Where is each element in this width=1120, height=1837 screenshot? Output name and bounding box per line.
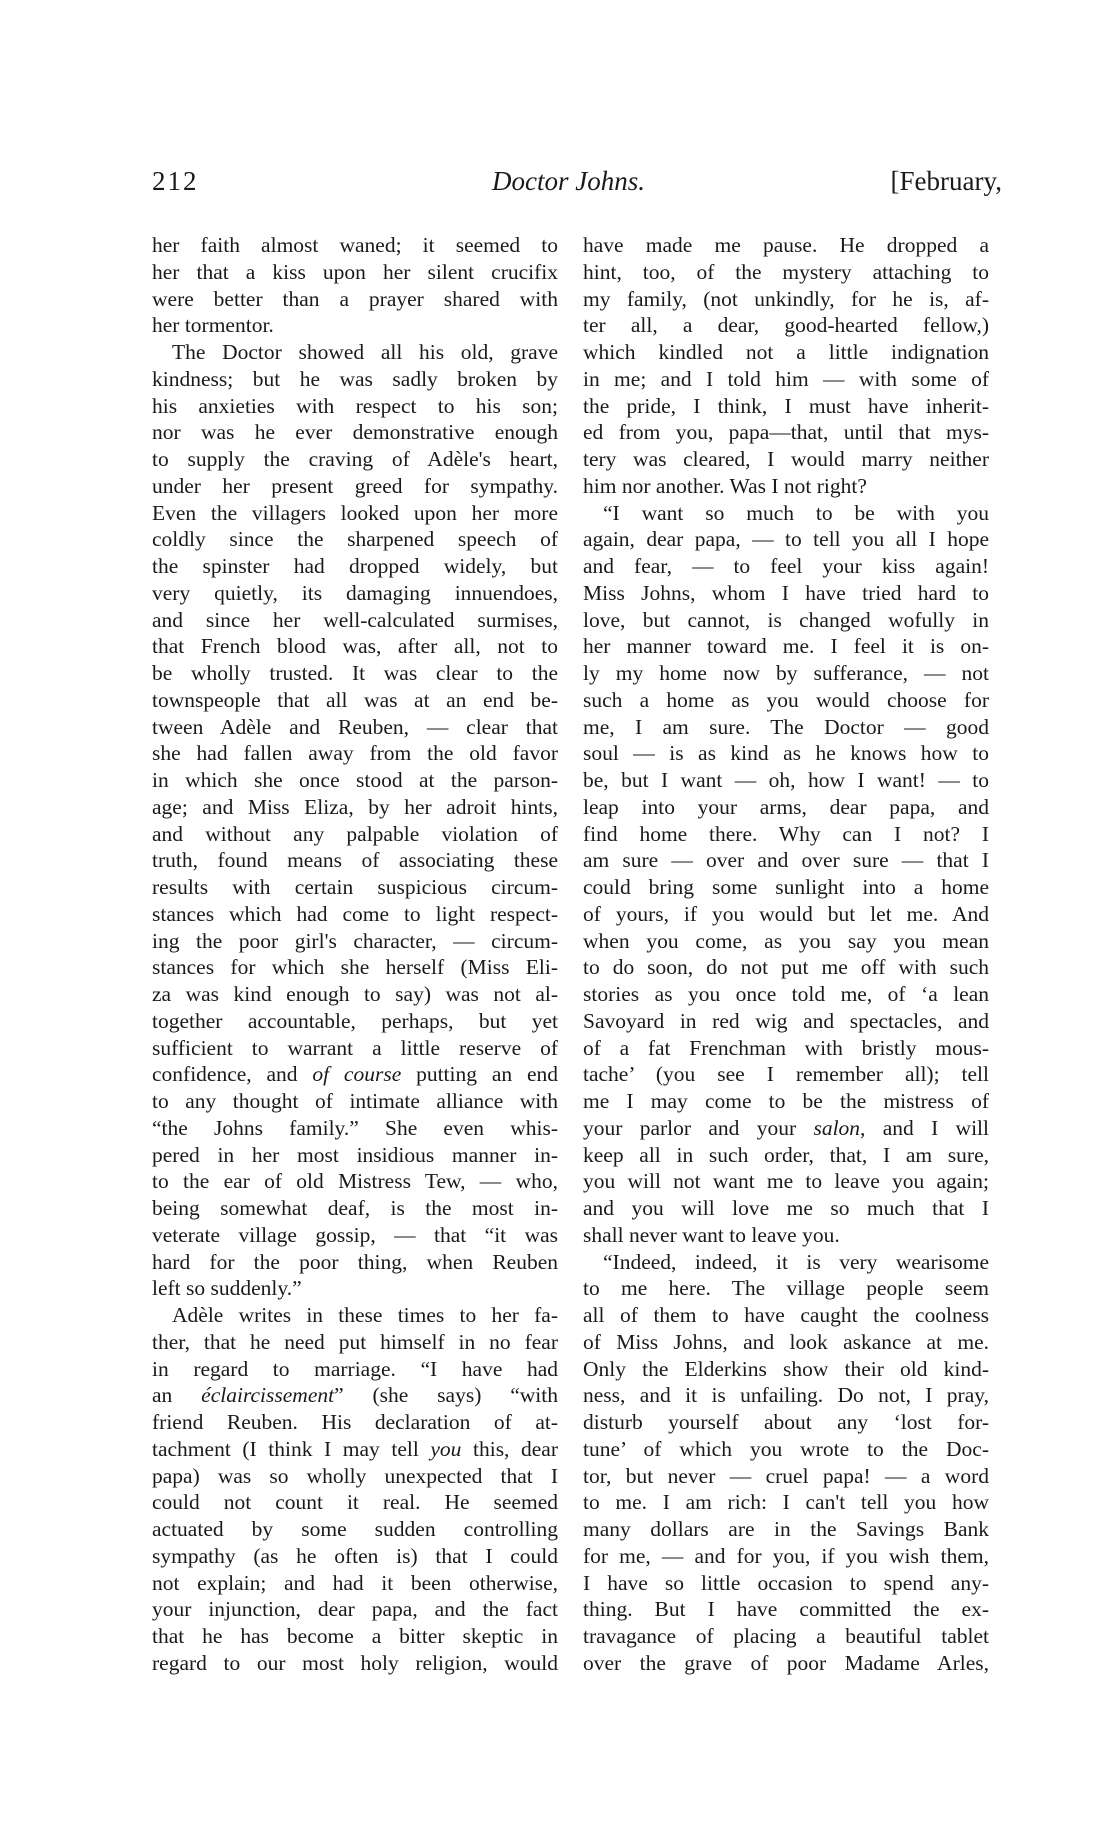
text-line (583, 1302, 989, 1329)
text-segment: sufficient to warrant a little reserve of (152, 1035, 558, 1060)
text-line (583, 1249, 989, 1276)
text-segment: for me, — and for you, if you wish them, (583, 1543, 989, 1568)
text-line (583, 1222, 989, 1249)
text-line (583, 1329, 989, 1356)
text-segment: have made me pause. He dropped a (583, 233, 989, 257)
text-segment: tune’ of which you wrote to the Doc- (583, 1436, 989, 1461)
text-line (583, 553, 989, 580)
text-segment: leap into your arms, dear papa, and (583, 794, 989, 819)
text-line (152, 339, 558, 366)
text-line (152, 1222, 558, 1249)
text-segment: soul — is as kind as he knows how to (583, 741, 989, 766)
text-line (152, 1436, 558, 1463)
text-segment: Savoyard in red wig and spectacles, and (583, 1008, 989, 1033)
text-line (583, 500, 989, 527)
text-segment: tery was cleared, I would marry neither (583, 447, 989, 471)
text-segment: be wholly trusted. It was clear to the (152, 661, 558, 685)
text-segment: I have so little occasion to spend any- (583, 1570, 989, 1595)
text-line (152, 1168, 558, 1195)
text-segment: ter all, a dear, good-hearted fellow,) (583, 313, 989, 338)
text-segment: za was kind enough to say) was not al- (152, 982, 558, 1006)
text-segment: me, I am sure. The Doctor — good (583, 714, 989, 739)
text-line (152, 312, 558, 339)
text-line (152, 419, 558, 446)
text-segment: to any thought of intimate alliance with (152, 1089, 558, 1113)
text-segment: tache’ (you see I remember all); tell (583, 1062, 989, 1087)
text-line (583, 821, 989, 848)
text-segment: left so suddenly.” (152, 1276, 302, 1301)
issue-date: [February, (890, 166, 1002, 196)
page-number: 212 (152, 166, 199, 196)
text-line (152, 1650, 558, 1677)
text-segment: to the ear of old Mistress Tew, — who, (152, 1169, 558, 1194)
text-segment: of Miss Johns, and look askance at me. (583, 1329, 989, 1354)
text-line (583, 633, 989, 660)
text-line (152, 1329, 558, 1356)
text-line (152, 1623, 558, 1650)
text-segment: in which she once stood at the parson- (152, 768, 558, 792)
text-line (583, 901, 989, 928)
text-line (583, 1436, 989, 1463)
text-segment: coldly since the sharpened speech of (152, 527, 558, 552)
text-line (583, 1061, 989, 1088)
text-line (152, 1302, 558, 1329)
text-segment: friend Reuben. His declaration of at- (152, 1410, 558, 1434)
text-segment: find home there. Why can I not? I (583, 821, 989, 846)
text-line (152, 1249, 558, 1276)
text-segment: confidence, and (152, 1062, 313, 1087)
text-segment: to me here. The village people seem (583, 1276, 989, 1301)
text-segment: that French blood was, after all, not to (152, 634, 558, 659)
text-segment: thing. But I have committed the ex- (583, 1597, 989, 1622)
text-line (583, 687, 989, 714)
text-segment: stories as you once told me, of ‘a lean (583, 982, 989, 1006)
text-line (152, 446, 558, 473)
text-segment: tween Adèle and Reuben, — clear that (152, 714, 558, 739)
text-line (583, 286, 989, 313)
text-line (152, 847, 558, 874)
text-segment: the pride, I think, I must have inherit- (583, 393, 989, 418)
text-segment: under her present greed for sympathy. (152, 473, 558, 498)
text-line (583, 1035, 989, 1062)
italic-text: salon (813, 1115, 861, 1140)
text-segment: love, but cannot, is changed wofully in (583, 607, 989, 632)
text-segment: which kindled not a little indignation (583, 340, 989, 364)
text-line (583, 1382, 989, 1409)
text-segment: ther, that he need put himself in no fear (152, 1329, 558, 1354)
text-line (583, 232, 989, 259)
text-line (583, 1489, 989, 1516)
text-line (152, 1115, 558, 1142)
text-segment: me I may come to be the mistress of (583, 1089, 989, 1113)
text-line (152, 901, 558, 928)
text-segment: papa) was so wholly unexpected that I (152, 1463, 558, 1488)
text-segment: again, dear papa, — to tell you all I hope (583, 527, 989, 552)
text-segment: an (152, 1383, 202, 1408)
text-segment: hard for the poor thing, when Reuben (152, 1249, 558, 1274)
text-line (152, 1596, 558, 1623)
text-line (152, 286, 558, 313)
text-segment: stances for which she herself (Miss Eli- (152, 955, 558, 980)
text-segment: were better than a prayer shared with (152, 286, 558, 311)
text-line (152, 580, 558, 607)
text-line (152, 1516, 558, 1543)
text-line (152, 1489, 558, 1516)
text-segment: many dollars are in the Savings Bank (583, 1517, 989, 1541)
text-line (583, 1543, 989, 1570)
italic-text: éclaircissement (201, 1383, 335, 1408)
text-line (583, 1275, 989, 1302)
text-line (152, 633, 558, 660)
text-line (583, 526, 989, 553)
text-line (152, 500, 558, 527)
text-line (583, 954, 989, 981)
text-segment: regard to our most holy religion, would (152, 1650, 558, 1675)
text-segment: her that a kiss upon her silent crucifix (152, 259, 558, 284)
text-segment: putting an end (401, 1062, 558, 1087)
text-segment: she had fallen away from the old favor (152, 741, 558, 766)
text-line (152, 1356, 558, 1383)
text-line (583, 660, 989, 687)
text-line (152, 687, 558, 714)
text-segment: your injunction, dear papa, and the fact (152, 1597, 558, 1622)
text-line (583, 847, 989, 874)
text-segment: age; and Miss Eliza, by her adroit hints, (152, 794, 558, 819)
text-segment: pered in her most insidious manner in- (152, 1142, 558, 1167)
text-segment: and since her well-calculated surmises, (152, 607, 558, 632)
text-segment: hint, too, of the mystery attaching to (583, 259, 989, 284)
text-line (152, 1061, 558, 1088)
text-line (152, 1543, 558, 1570)
text-line (583, 794, 989, 821)
text-segment: travagance of placing a beautiful tablet (583, 1624, 989, 1648)
text-segment: townspeople that all was at an end be- (152, 687, 558, 712)
text-line (152, 1195, 558, 1222)
text-line (152, 1008, 558, 1035)
text-segment: ” (she says) “with (334, 1383, 558, 1408)
text-segment: in regard to marriage. “I have had (152, 1356, 558, 1381)
text-segment: of yours, if you would but let me. And (583, 901, 989, 926)
text-line (152, 874, 558, 901)
text-segment: Miss Johns, whom I have tried hard to (583, 580, 989, 605)
text-line (583, 1596, 989, 1623)
text-segment: “Indeed, indeed, it is very wearisome (603, 1249, 989, 1274)
text-segment: Adèle writes in these times to her fa- (172, 1303, 558, 1327)
text-line (152, 473, 558, 500)
text-segment: “I want so much to be with you (603, 500, 989, 525)
text-line (583, 473, 989, 500)
text-line (583, 740, 989, 767)
text-line (583, 1168, 989, 1195)
text-segment: actuated by some sudden controlling (152, 1517, 558, 1541)
text-segment: not explain; and had it been otherwise, (152, 1570, 558, 1595)
text-line (583, 767, 989, 794)
text-line (583, 393, 989, 420)
text-segment: her tormentor. (152, 313, 274, 338)
text-segment: his anxieties with respect to his son; (152, 393, 558, 418)
text-segment: ness, and it is unfailing. Do not, I pray, (583, 1383, 989, 1408)
text-line (152, 767, 558, 794)
text-segment: my family, (not unkindly, for he is, af- (583, 286, 989, 311)
text-segment: this, dear (461, 1436, 558, 1461)
text-line (152, 553, 558, 580)
text-segment: and you will love me so much that I (583, 1196, 989, 1220)
text-segment: that he has become a bitter skeptic in (152, 1624, 558, 1648)
text-line (583, 1195, 989, 1222)
text-line (583, 1516, 989, 1543)
text-segment: her faith almost waned; it seemed to (152, 233, 558, 257)
text-segment: all of them to have caught the coolness (583, 1303, 989, 1327)
text-segment: veterate village gossip, — that “it was (152, 1222, 558, 1247)
text-line (583, 1650, 989, 1677)
text-segment: ly my home now by sufferance, — not (583, 661, 989, 685)
text-segment: truth, found means of associating these (152, 848, 558, 873)
text-line (583, 1115, 989, 1142)
text-line (152, 1035, 558, 1062)
text-line (583, 419, 989, 446)
text-segment: ing the poor girl's character, — circum- (152, 928, 558, 953)
text-line (152, 1570, 558, 1597)
text-line (583, 366, 989, 393)
text-segment: could not count it real. He seemed (152, 1490, 558, 1515)
text-segment: could bring some sunlight into a home (583, 875, 989, 899)
text-line (583, 312, 989, 339)
text-line (583, 446, 989, 473)
text-line (583, 1409, 989, 1436)
text-segment: very quietly, its damaging innuendoes, (152, 580, 558, 605)
text-line (152, 1382, 558, 1409)
text-segment: results with certain suspicious circum- (152, 875, 558, 899)
text-segment: to do soon, do not put me off with such (583, 955, 989, 980)
text-segment: him nor another. Was I not right? (583, 473, 867, 498)
right-text-column (583, 232, 989, 1677)
text-segment: am sure — over and over sure — that I (583, 848, 989, 873)
text-line (152, 954, 558, 981)
text-segment: The Doctor showed all his old, grave (172, 340, 558, 364)
text-segment: the spinster had dropped widely, but (152, 554, 558, 578)
text-segment: tor, but never — cruel papa! — a word (583, 1463, 989, 1488)
text-line (152, 393, 558, 420)
text-line (152, 1275, 558, 1302)
text-segment: such a home as you would choose for (583, 687, 989, 712)
text-segment: when you come, as you say you mean (583, 928, 989, 953)
italic-text: you (430, 1436, 462, 1461)
text-segment: shall never want to leave you. (583, 1222, 840, 1247)
text-line (583, 714, 989, 741)
text-line (583, 580, 989, 607)
text-segment: be, but I want — oh, how I want! — to (583, 768, 989, 792)
text-line (583, 874, 989, 901)
text-segment: disturb yourself about any ‘lost for- (583, 1410, 989, 1434)
text-line (583, 1356, 989, 1383)
text-line (152, 794, 558, 821)
text-segment: being somewhat deaf, is the most in- (152, 1196, 558, 1220)
text-line (583, 259, 989, 286)
text-line (152, 714, 558, 741)
text-line (152, 607, 558, 634)
text-line (583, 339, 989, 366)
text-segment: “the Johns family.” She even whis- (152, 1115, 558, 1140)
text-line (583, 1142, 989, 1169)
text-segment: together accountable, perhaps, but yet (152, 1008, 558, 1033)
text-segment: keep all in such order, that, I am sure, (583, 1142, 989, 1167)
italic-text: of course (312, 1062, 402, 1087)
text-line (583, 607, 989, 634)
text-segment: in me; and I told him — with some of (583, 366, 989, 391)
text-segment: and fear, — to feel your kiss again! (583, 554, 989, 578)
running-header (152, 166, 1002, 198)
left-text-column (152, 232, 558, 1677)
text-segment: tachment (I think I may tell (152, 1436, 431, 1461)
text-segment: over the grave of poor Madame Arles, (583, 1650, 989, 1675)
text-segment: you will not want me to leave you again; (583, 1169, 989, 1194)
text-line (152, 1463, 558, 1490)
text-line (152, 366, 558, 393)
text-line (583, 1570, 989, 1597)
text-line (583, 1088, 989, 1115)
text-segment: your parlor and your (583, 1115, 814, 1140)
text-line (583, 928, 989, 955)
text-segment: , and I will (860, 1115, 990, 1140)
text-segment: Only the Elderkins show their old kind- (583, 1356, 989, 1381)
text-line (152, 1409, 558, 1436)
running-title: Doctor Johns. (492, 166, 645, 196)
text-line (583, 1463, 989, 1490)
text-line (152, 526, 558, 553)
text-line (583, 981, 989, 1008)
text-line (152, 981, 558, 1008)
text-segment: of a fat Frenchman with bristly mous- (583, 1035, 989, 1060)
text-segment: sympathy (as he often is) that I could (152, 1543, 558, 1568)
text-segment: Even the villagers looked upon her more (152, 500, 558, 525)
text-line (583, 1008, 989, 1035)
text-segment: kindness; but he was sadly broken by (152, 366, 558, 391)
text-line (152, 1088, 558, 1115)
text-segment: ed from you, papa—that, until that mys- (583, 420, 989, 445)
text-line (152, 740, 558, 767)
text-line (152, 259, 558, 286)
text-segment: stances which had come to light respect- (152, 901, 558, 926)
text-line (152, 1142, 558, 1169)
text-line (152, 232, 558, 259)
text-line (152, 660, 558, 687)
text-segment: and without any palpable violation of (152, 821, 558, 846)
text-segment: her manner toward me. I feel it is on- (583, 634, 989, 659)
text-line (152, 821, 558, 848)
text-segment: to me. I am rich: I can't tell you how (583, 1490, 989, 1515)
text-segment: nor was he ever demonstrative enough (152, 420, 558, 445)
text-line (583, 1623, 989, 1650)
text-segment: to supply the craving of Adèle's heart, (152, 447, 558, 471)
text-line (152, 928, 558, 955)
